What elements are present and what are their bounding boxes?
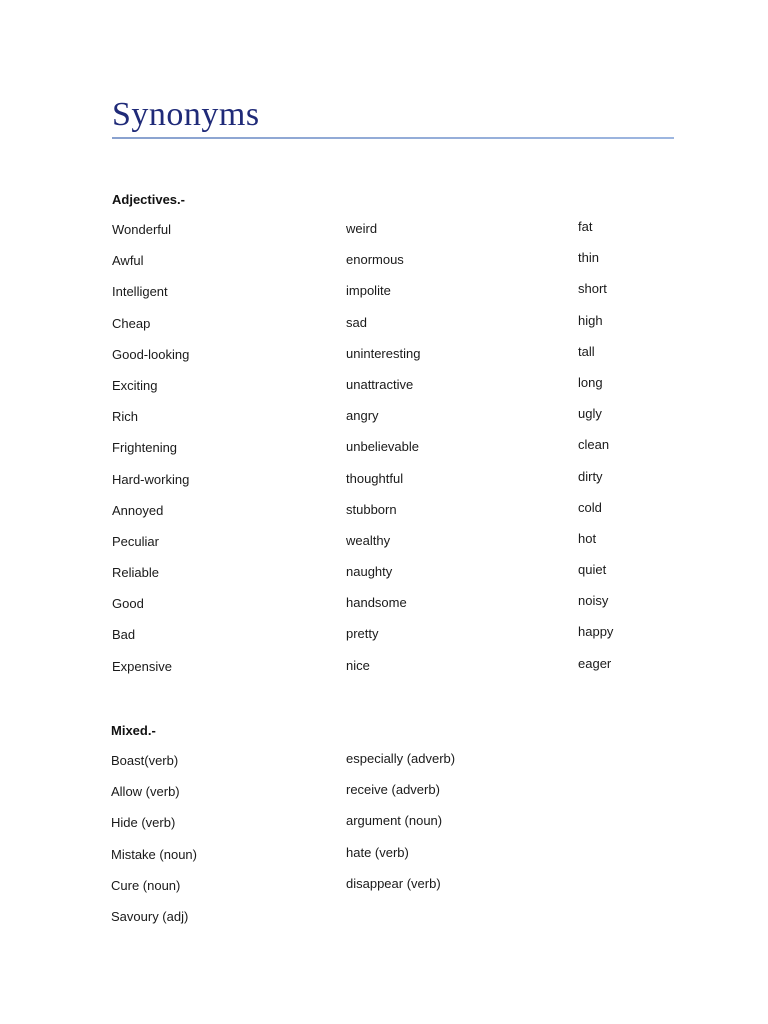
word-item: Hide (verb) xyxy=(111,815,176,831)
word-item: naughty xyxy=(346,564,393,580)
adjectives-column-2 xyxy=(346,213,420,681)
page-title: Synonyms xyxy=(112,96,260,133)
mixed-column-1 xyxy=(111,745,197,932)
word-item: Annoyed xyxy=(112,502,164,518)
word-item: receive (adverb) xyxy=(346,782,440,798)
word-item: unattractive xyxy=(346,376,414,392)
word-item: noisy xyxy=(578,593,609,609)
word-item: hate (verb) xyxy=(346,844,409,860)
word-item: happy xyxy=(578,624,614,640)
word-item: nice xyxy=(346,657,370,673)
word-item: enormous xyxy=(346,252,404,268)
word-item: Allow (verb) xyxy=(111,784,180,800)
word-item: Savoury (adj) xyxy=(111,908,189,924)
word-item: Rich xyxy=(112,409,139,425)
word-item: Boast(verb) xyxy=(111,753,179,768)
word-item: Mistake (noun) xyxy=(111,846,197,862)
word-item: high xyxy=(578,312,603,328)
word-item: hot xyxy=(578,530,597,546)
word-item: handsome xyxy=(346,595,407,611)
word-item: especially (adverb) xyxy=(346,751,456,766)
adjectives-heading: Adjectives.- xyxy=(112,192,185,207)
title-underline xyxy=(112,137,674,139)
word-item: Hard-working xyxy=(112,471,190,487)
adjectives-column-3 xyxy=(578,211,613,679)
mixed-heading: Mixed.- xyxy=(111,723,156,738)
word-item: wealthy xyxy=(346,532,391,548)
word-item: Cure (noun) xyxy=(111,877,181,893)
mixed-column-2 xyxy=(346,743,455,899)
word-item: Good-looking xyxy=(112,346,190,362)
word-item: sad xyxy=(346,314,367,330)
word-item: dirty xyxy=(578,468,603,484)
word-item: long xyxy=(578,374,603,390)
word-item: short xyxy=(578,281,607,297)
word-item: ugly xyxy=(578,406,602,422)
word-item: fat xyxy=(578,219,593,234)
word-item: Good xyxy=(112,596,144,612)
word-item: impolite xyxy=(346,283,391,299)
word-item: Expensive xyxy=(112,658,172,674)
word-item: clean xyxy=(578,437,610,453)
word-item: Intelligent xyxy=(112,284,168,300)
word-item: Peculiar xyxy=(112,533,159,549)
word-item: pretty xyxy=(346,626,379,642)
word-item: Reliable xyxy=(112,565,159,581)
word-item: Awful xyxy=(112,253,144,269)
word-item: unbelievable xyxy=(346,439,420,455)
word-item: Exciting xyxy=(112,377,158,393)
word-item: cold xyxy=(578,499,602,515)
word-item: argument (noun) xyxy=(346,813,443,829)
word-item: Cheap xyxy=(112,315,151,331)
word-item: thin xyxy=(578,250,599,266)
word-item: eager xyxy=(578,655,612,671)
word-item: Frightening xyxy=(112,440,178,456)
word-item: Bad xyxy=(112,627,136,643)
word-item: angry xyxy=(346,408,379,424)
word-item: tall xyxy=(578,343,595,359)
word-item: thoughtful xyxy=(346,470,404,486)
word-item: quiet xyxy=(578,562,607,578)
word-item: uninteresting xyxy=(346,345,421,361)
adjectives-column-1 xyxy=(112,214,189,682)
word-item: weird xyxy=(346,221,378,236)
word-item: stubborn xyxy=(346,501,397,517)
word-item: disappear (verb) xyxy=(346,875,441,891)
word-item: Wonderful xyxy=(112,222,172,237)
